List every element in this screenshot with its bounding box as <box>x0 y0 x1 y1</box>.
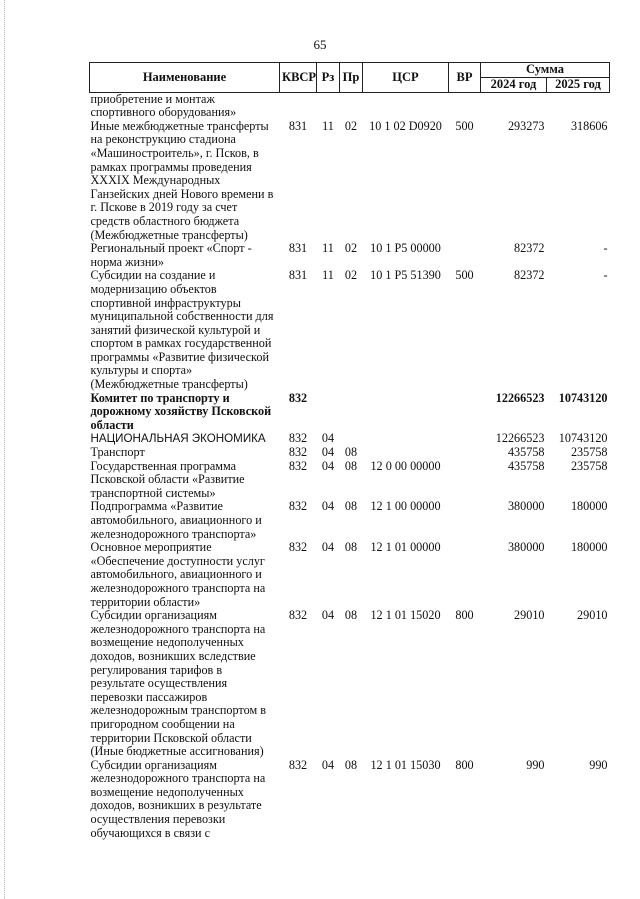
row-amount-2025: 318606 <box>570 118 608 133</box>
row-amount-2024 <box>481 92 547 120</box>
row-rz: 04 <box>321 540 335 555</box>
row-name: Подпрограмма «Развитие автомобильного, авиационного и железнодорожного транспорта» <box>90 499 262 541</box>
row-rz: 04 <box>321 458 335 473</box>
row-csr: 10 1 02 D0920 <box>369 118 442 133</box>
page-number: 65 <box>313 37 327 52</box>
row-pr: 08 <box>344 608 358 623</box>
row-pr <box>340 392 363 433</box>
row-name: Субсидии организациям железнодорожного транспорта на возмещение недополученных доходов, возникших в результате осуществления перевозки обучающихся в связи с <box>90 757 266 840</box>
row-vr <box>449 446 481 460</box>
row-amount-2024: 380000 <box>507 540 545 555</box>
row-vr <box>449 500 481 541</box>
row-amount-2024: 12266523 <box>495 431 545 446</box>
row-pr: 02 <box>344 118 358 133</box>
row-amount-2025: 235758 <box>570 445 608 460</box>
row-kvsr: 831 <box>288 118 308 133</box>
budget-table <box>89 62 610 840</box>
row-kvsr: 832 <box>288 757 308 772</box>
row-kvsr: 831 <box>288 268 308 283</box>
row-csr <box>363 92 449 120</box>
row-rz: 11 <box>322 241 334 256</box>
row-pr: 02 <box>344 241 358 256</box>
row-rz: 11 <box>322 118 334 133</box>
row-amount-2024: 990 <box>526 757 545 772</box>
row-rz: 04 <box>321 608 335 623</box>
scan-edge-line <box>4 0 6 899</box>
row-vr <box>449 541 481 609</box>
row-csr: 10 1 P5 00000 <box>370 241 441 256</box>
row-amount-2024: 293273 <box>507 118 545 133</box>
header-vr: ВР <box>449 63 481 93</box>
row-amount-2025: - <box>603 241 608 256</box>
header-name: Наименование <box>90 63 280 93</box>
row-amount-2024: 82372 <box>514 268 545 283</box>
row-amount-2025 <box>547 92 610 120</box>
header-year-2025: 2025 год <box>547 78 610 93</box>
row-name: Основное мероприятие «Обеспечение доступности услуг автомобильного, авиационного и железнодорожного транспорта на территории области» <box>90 540 266 609</box>
row-csr <box>363 446 449 460</box>
row-name: Субсидии организациям железнодорожного транспорта на возмещение недополученных доходов, возникших вследствие регулирования тарифов в результате осуществления перевозки пассажиров железнодорожным транспортом в пригородном сообщении на территории Псковской области (Иные бюджетные ассигнования) <box>90 608 266 759</box>
row-amount-2025: 235758 <box>570 458 608 473</box>
table-row <box>90 432 610 446</box>
row-csr <box>363 392 449 433</box>
table-row <box>90 92 610 120</box>
table-row <box>90 500 610 541</box>
row-rz <box>317 92 340 120</box>
row-csr: 12 1 01 15030 <box>370 757 441 772</box>
row-kvsr: 832 <box>288 499 308 514</box>
row-name: НАЦИОНАЛЬНАЯ ЭКОНОМИКА <box>90 432 266 446</box>
header-kvsr: КВСР <box>280 63 317 93</box>
table-header <box>90 63 610 93</box>
row-vr: 800 <box>455 608 474 623</box>
table-row <box>90 392 610 433</box>
row-rz: 04 <box>321 431 335 446</box>
row-amount-2025: 990 <box>589 757 608 772</box>
header-year-2024: 2024 год <box>481 78 547 93</box>
row-amount-2024: 435758 <box>507 445 545 460</box>
row-amount-2025: 10743120 <box>558 390 608 405</box>
row-vr: 500 <box>455 268 474 283</box>
row-rz: 04 <box>321 757 335 772</box>
row-rz: 11 <box>322 268 334 283</box>
row-name: Комитет по транспорту и дорожному хозяйству Псковской области <box>90 390 272 432</box>
header-sum: Сумма <box>481 63 610 78</box>
row-csr: 12 1 01 15020 <box>370 608 441 623</box>
table-row <box>90 242 610 269</box>
row-amount-2025: 180000 <box>570 499 608 514</box>
table-row <box>90 460 610 501</box>
row-name: Иные межбюджетные трансферты на реконструкцию стадиона «Машиностроитель», г. Псков, в рамках программы проведения XXXIX Международных Ганзейских дней Нового времени в г. Пскове в 2019 году за счет средств областного бюджета (Межбюджетные трансферты) <box>90 118 274 242</box>
table-row <box>90 120 610 242</box>
row-amount-2024: 12266523 <box>495 390 545 405</box>
row-kvsr <box>280 92 317 120</box>
row-amount-2025: - <box>603 268 608 283</box>
row-vr <box>449 242 481 269</box>
row-vr <box>449 392 481 433</box>
row-pr <box>340 432 363 446</box>
table-row <box>90 446 610 460</box>
row-rz: 04 <box>321 499 335 514</box>
row-pr: 02 <box>344 268 358 283</box>
row-csr: 12 1 00 00000 <box>370 499 441 514</box>
table-row <box>90 269 610 391</box>
row-pr: 08 <box>344 540 358 555</box>
row-kvsr: 832 <box>288 458 308 473</box>
row-amount-2024: 29010 <box>514 608 545 623</box>
row-kvsr: 832 <box>288 608 308 623</box>
row-csr: 12 0 00 00000 <box>370 458 441 473</box>
row-pr: 08 <box>344 757 358 772</box>
header-rz: Рз <box>317 63 340 93</box>
row-pr <box>340 92 363 120</box>
row-vr <box>449 432 481 446</box>
row-amount-2024: 82372 <box>514 241 545 256</box>
row-pr: 08 <box>344 458 358 473</box>
row-csr <box>363 432 449 446</box>
row-kvsr: 831 <box>288 241 308 256</box>
row-csr: 10 1 P5 51390 <box>370 268 441 283</box>
row-csr: 12 1 01 00000 <box>370 540 441 555</box>
row-rz: 04 <box>321 445 335 460</box>
row-kvsr: 832 <box>288 540 308 555</box>
row-kvsr: 832 <box>288 390 308 405</box>
row-name: Региональный проект «Спорт - норма жизни» <box>90 241 252 269</box>
row-amount-2025: 10743120 <box>558 431 608 446</box>
table-row <box>90 609 610 759</box>
row-name: Государственная программа Псковской области «Развитие транспортной системы» <box>90 458 245 500</box>
header-pr: Пр <box>340 63 363 93</box>
row-kvsr: 832 <box>288 431 308 446</box>
row-name: приобретение и монтаж спортивного оборудования» <box>90 91 237 120</box>
row-pr: 08 <box>344 445 358 460</box>
row-name: Транспорт <box>90 445 145 460</box>
row-vr: 500 <box>455 118 474 133</box>
row-name: Субсидии на создание и модернизацию объектов спортивной инфраструктуры муниципальной собственности для занятий физической культурой и спортом в рамках государственной программы «Развитие физической культуры и спорта» (Межбюджетные трансферты) <box>90 268 274 392</box>
table-row <box>90 759 610 841</box>
row-vr: 800 <box>455 757 474 772</box>
row-amount-2024: 380000 <box>507 499 545 514</box>
row-vr <box>449 460 481 501</box>
row-rz <box>317 392 340 433</box>
row-amount-2024: 435758 <box>507 458 545 473</box>
header-csr: ЦСР <box>363 63 449 93</box>
row-kvsr: 832 <box>288 445 308 460</box>
row-vr <box>449 92 481 120</box>
row-amount-2025: 29010 <box>577 608 608 623</box>
row-pr: 08 <box>344 499 358 514</box>
row-amount-2025: 180000 <box>570 540 608 555</box>
table-row <box>90 541 610 609</box>
